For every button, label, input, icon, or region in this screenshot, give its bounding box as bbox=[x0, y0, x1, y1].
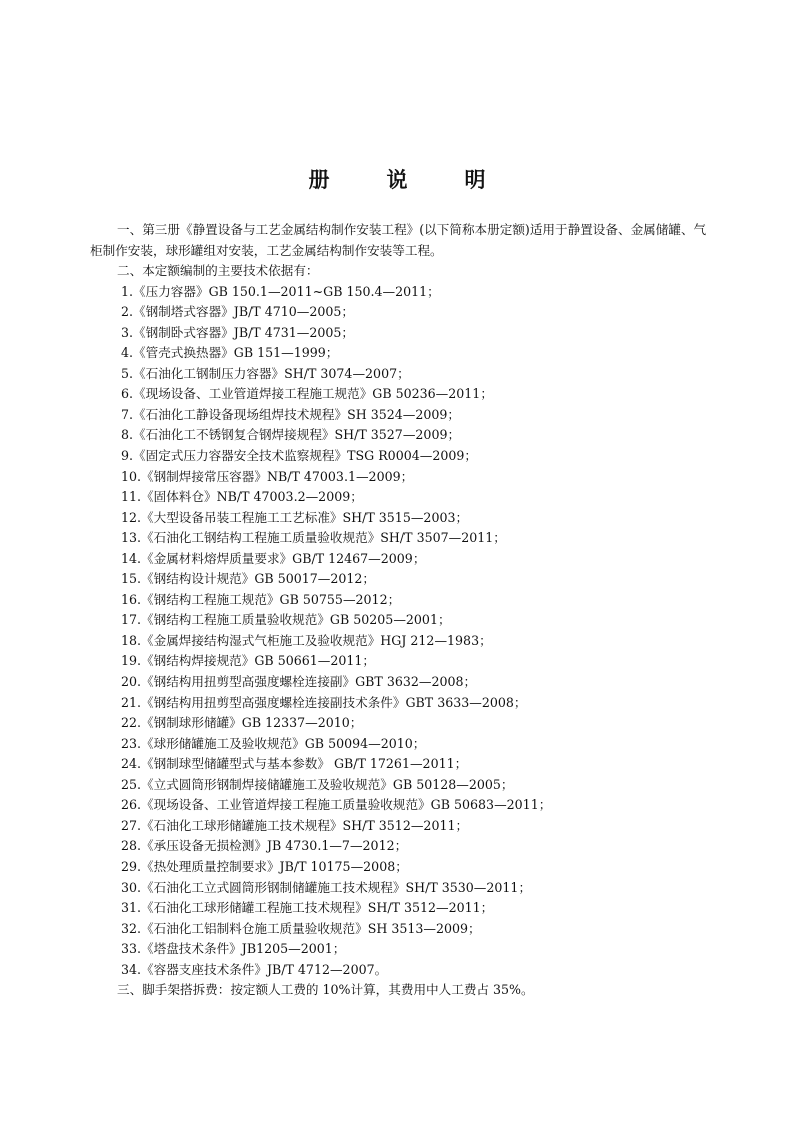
reference-item: 34.《容器支座技术条件》JB/T 4712—2007。 bbox=[121, 961, 388, 977]
reference-item: 18.《金属焊接结构湿式气柜施工及验收规范》HGJ 212—1983； bbox=[121, 632, 492, 648]
reference-item: 11.《固体料仓》NB/T 47003.2—2009； bbox=[121, 489, 363, 505]
reference-item: 9.《固定式压力容器安全技术监察规程》TSG R0004—2009； bbox=[121, 448, 477, 464]
reference-item: 22.《钢制球形储罐》GB 12337—2010； bbox=[121, 715, 363, 731]
reference-item: 33.《塔盘技术条件》JB1205—2001； bbox=[121, 941, 346, 957]
page-title: 册 说 明 bbox=[308, 168, 504, 192]
paragraph-scope: 一、第三册《静置设备与工艺金属结构制作安装工程》(以下简称本册定额)适用于静置设备、金属储罐、气柜制作安装，球形罐组对安装，工艺金属结构制作安装等工程。 bbox=[90, 222, 707, 258]
reference-item: 13.《石油化工钢结构工程施工质量验收规范》SH/T 3507—2011； bbox=[121, 530, 506, 546]
reference-item: 16.《钢结构工程施工规范》GB 50755—2012； bbox=[121, 591, 401, 607]
reference-item: 5.《石油化工钢制压力容器》SH/T 3074—2007； bbox=[121, 365, 410, 381]
reference-item: 25.《立式圆筒形钢制焊接储罐施工及验收规范》GB 50128—2005； bbox=[121, 776, 514, 792]
reference-item: 6.《现场设备、工业管道焊接工程施工规范》GB 50236—2011； bbox=[121, 386, 493, 402]
reference-item: 8.《石油化工不锈钢复合钢焊接规程》SH/T 3527—2009； bbox=[121, 427, 461, 443]
reference-item: 10.《钢制焊接常压容器》NB/T 47003.1—2009； bbox=[121, 468, 414, 484]
paragraph-scaffolding-fee: 三、脚手架搭拆费：按定额人工费的 10%计算，其费用中人工费占 35%。 bbox=[117, 982, 534, 998]
reference-item: 3.《钢制卧式容器》JB/T 4731—2005； bbox=[121, 324, 355, 340]
reference-item: 19.《钢结构焊接规范》GB 50661—2011； bbox=[121, 653, 375, 669]
reference-item: 32.《石油化工铝制料仓施工质量验收规范》SH 3513—2009； bbox=[121, 920, 481, 936]
reference-item: 1.《压力容器》GB 150.1—2011~GB 150.4—2011； bbox=[121, 283, 440, 299]
reference-item: 12.《大型设备吊装工程施工工艺标准》SH/T 3515—2003； bbox=[121, 509, 469, 525]
reference-item: 14.《金属材料熔焊质量要求》GB/T 12467—2009； bbox=[121, 550, 426, 566]
reference-item: 15.《钢结构设计规范》GB 50017—2012； bbox=[121, 571, 375, 587]
paragraph-basis-heading: 二、本定额编制的主要技术依据有： bbox=[117, 263, 319, 279]
reference-item: 24.《钢制球型储罐型式与基本参数》 GB/T 17261—2011； bbox=[121, 756, 468, 772]
document-body bbox=[90, 220, 710, 1001]
reference-item: 4.《管壳式换热器》GB 151—1999； bbox=[121, 345, 339, 361]
reference-item: 2.《钢制塔式容器》JB/T 4710—2005； bbox=[121, 304, 355, 320]
reference-item: 27.《石油化工球形储罐施工技术规程》SH/T 3512—2011； bbox=[121, 817, 469, 833]
reference-item: 30.《石油化工立式圆筒形钢制储罐施工技术规程》SH/T 3530—2011； bbox=[121, 879, 532, 895]
reference-list bbox=[90, 282, 710, 981]
reference-item: 28.《承压设备无损检测》JB 4730.1—7—2012； bbox=[121, 838, 408, 854]
reference-item: 23.《球形储罐施工及验收规范》GB 50094—2010； bbox=[121, 735, 426, 751]
reference-item: 31.《石油化工球形储罐工程施工技术规程》SH/T 3512—2011； bbox=[121, 900, 494, 916]
reference-item: 17.《钢结构工程施工质量验收规范》GB 50205—2001； bbox=[121, 612, 451, 628]
reference-item: 21.《钢结构用扭剪型高强度螺栓连接副技术条件》GBT 3633—2008； bbox=[121, 694, 527, 710]
reference-item: 20.《钢结构用扭剪型高强度螺栓连接副》GBT 3632—2008； bbox=[121, 674, 477, 690]
reference-item: 26.《现场设备、工业管道焊接工程施工质量验收规范》GB 50683—2011； bbox=[121, 797, 552, 813]
reference-item: 29.《热处理质量控制要求》JB/T 10175—2008； bbox=[121, 858, 408, 874]
reference-item: 7.《石油化工静设备现场组焊技术规程》SH 3524—2009； bbox=[121, 406, 461, 422]
